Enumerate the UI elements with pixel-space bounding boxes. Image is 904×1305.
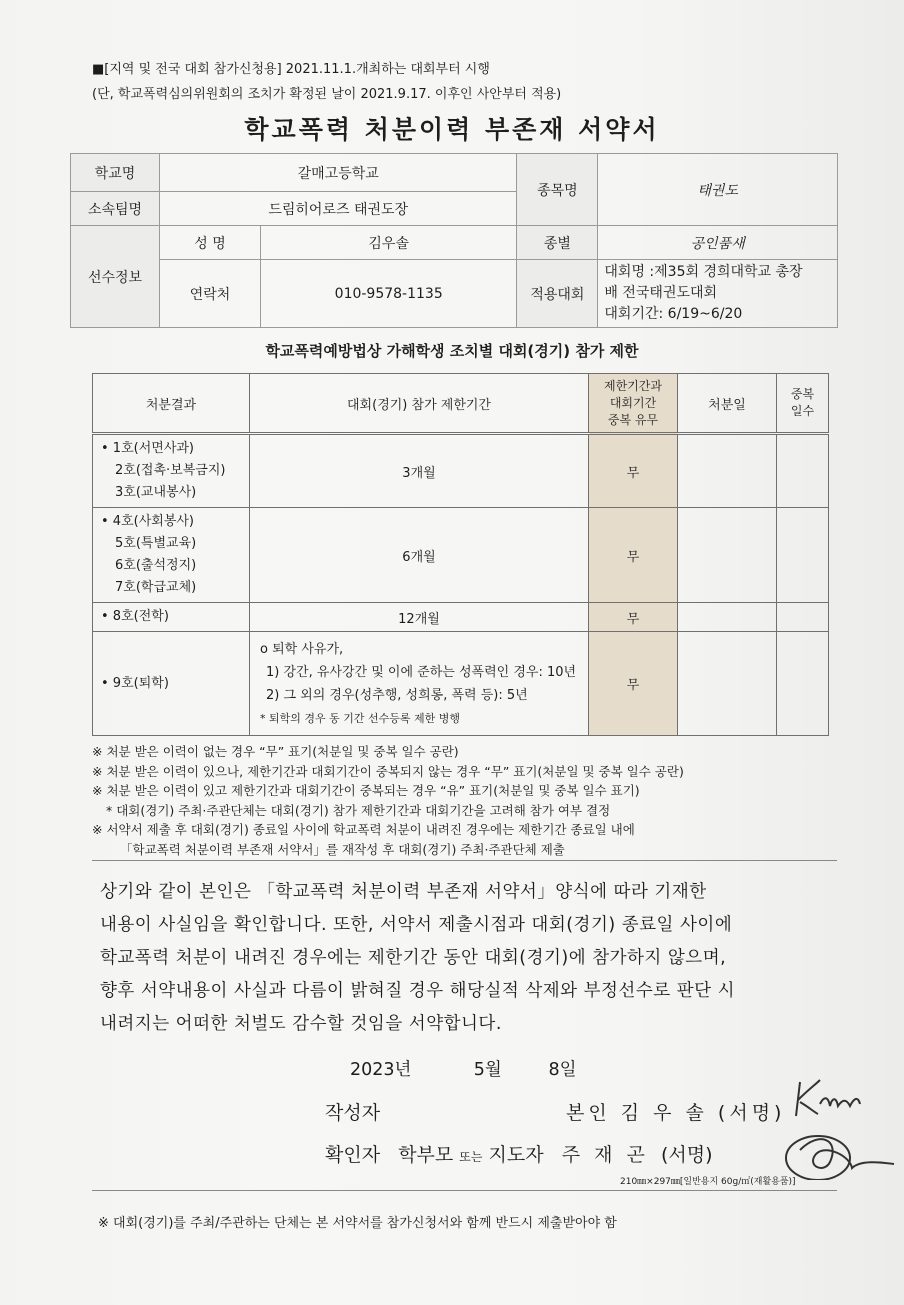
date-day: 8일 (548, 1060, 577, 1080)
reason-line3: 2) 그 외의 경우(성추행, 성희롱, 폭력 등): 5년 (266, 687, 528, 703)
confirmer-name: 주 재 곤 (561, 1144, 649, 1166)
handwritten-signature-icon (760, 1070, 900, 1180)
row1-line2: 2호(접촉·보복금지) (115, 463, 226, 478)
col-overlap-l3: 중복 유무 (607, 412, 659, 427)
confirmer-role: 지도자 (488, 1144, 544, 1166)
table-row (93, 632, 829, 736)
row3-date (678, 603, 777, 632)
row2-result (93, 508, 250, 603)
school-label: 학교명 (71, 154, 160, 192)
row2-overlap: 무 (589, 508, 678, 603)
restriction-table (92, 373, 829, 736)
note-6: 「학교폭력 처분이력 부존재 서약서」를 재작성 후 대회(경기) 주최·주관단체 제출 (120, 841, 565, 857)
table-row (93, 508, 829, 603)
author-value: 본인 김 우 솔 (서명) (566, 1102, 786, 1124)
note-4: * 대회(경기) 주최·주관단체는 대회(경기) 참가 제한기간과 대회기간을 고려해 참가 여부 결정 (106, 802, 611, 818)
confirmer-sign: (서명) (660, 1144, 713, 1166)
reason-line2: 1) 강간, 유사강간 및 이에 준하는 성폭력인 경우: 10년 (266, 664, 577, 680)
row4-result: • 9호(퇴학) (93, 632, 250, 736)
author-label: 작성자 (325, 1102, 381, 1124)
name-value: 김우솔 (261, 226, 517, 260)
row2-line1: • 4호(사회봉사) (101, 514, 195, 529)
school-value: 갈매고등학교 (160, 154, 517, 192)
col-days-l1: 중복 (790, 387, 815, 401)
notes-block (92, 742, 852, 859)
row3-result: • 8호(전학) (93, 603, 250, 632)
name-label: 성 명 (160, 226, 261, 260)
confirmer-parent: 학부모 (398, 1144, 454, 1166)
row1-date (678, 434, 777, 508)
confirmer-line (325, 1140, 713, 1167)
confirmer-or: 또는 (459, 1150, 483, 1164)
date-year: 2023년 (350, 1060, 412, 1080)
header-line-1: ■[지역 및 전국 대회 참가신청용] 2021.11.1.개최하는 대회부터 시행 (92, 62, 490, 77)
pledge-line-4: 향후 서약내용이 사실과 다름이 밝혀질 경우 해당실적 삭제와 부정선수로 판단 시 (100, 981, 735, 1001)
row3-days (777, 603, 829, 632)
date-month: 5월 (473, 1060, 502, 1080)
row2-days (777, 508, 829, 603)
col-overlap (589, 374, 678, 434)
row1-line1: • 1호(서면사과) (101, 441, 195, 456)
row1-line3: 3호(교내봉사) (115, 485, 197, 500)
col-date: 처분일 (678, 374, 777, 434)
category-value: 공인품새 (598, 226, 838, 260)
note-2: ※ 처분 받은 이력이 있으나, 제한기간과 대회기간이 중복되지 않는 경우 “무” 표기(처분일 및 중복 일수 공란) (92, 763, 684, 779)
pledge-text (100, 876, 840, 1041)
row2-date (678, 508, 777, 603)
row4-days (777, 632, 829, 736)
note-3: ※ 처분 받은 이력이 있고 제한기간과 대회기간이 중복되는 경우 “유” 표기(처분일 및 중복 일수 표기) (92, 783, 640, 798)
document-title: 학교폭력 처분이력 부존재 서약서 (244, 115, 660, 144)
venue-line-2: 배 전국태권도대회 (604, 285, 718, 301)
pledge-line-2: 내용이 사실임을 확인합니다. 또한, 서약서 제출시점과 대회(경기) 종료일 사이에 (100, 915, 733, 935)
row2-line2: 5호(특별교육) (115, 536, 197, 551)
divider (92, 860, 837, 861)
col-period: 대회(경기) 참가 제한기간 (250, 374, 589, 434)
row1-days (777, 434, 829, 508)
col-overlap-l2: 대회기간 (609, 395, 657, 410)
venue-line-3: 대회기간: 6/19~6/20 (604, 306, 743, 322)
contact-label: 연락처 (160, 260, 261, 328)
info-table (70, 153, 838, 328)
row1-overlap: 무 (589, 434, 678, 508)
row2-line4: 7호(학급교체) (115, 580, 197, 595)
col-overlap-l1: 제한기간과 (604, 378, 662, 393)
row4-period (250, 632, 589, 736)
sign-date (350, 1056, 577, 1081)
team-value: 드림히어로즈 태권도장 (160, 192, 517, 226)
row2-line3: 6호(출석정지) (115, 558, 197, 573)
row4-overlap: 무 (589, 632, 678, 736)
venue-value (598, 260, 838, 328)
category-label: 종별 (517, 226, 598, 260)
event-value: 태권도 (598, 154, 838, 226)
venue-label: 적용대회 (517, 260, 598, 328)
event-label: 종목명 (517, 154, 598, 226)
col-days-l2: 일수 (790, 404, 815, 418)
table-row (93, 603, 829, 632)
team-label: 소속팀명 (71, 192, 160, 226)
pledge-line-1: 상기와 같이 본인은 「학교폭력 처분이력 부존재 서약서」양식에 따라 기재한 (100, 882, 707, 902)
row1-period: 3개월 (250, 434, 589, 508)
reason-line1: o 퇴학 사유가, (260, 641, 344, 657)
row3-overlap: 무 (589, 603, 678, 632)
pledge-line-3: 학교폭력 처분이 내려진 경우에는 제한기간 동안 대회(경기)에 참가하지 않으며, (100, 948, 727, 968)
footer-note: ※ 대회(경기)를 주최/주관하는 단체는 본 서약서를 참가신청서와 함께 반드시 제출받아야 함 (98, 1216, 617, 1231)
row3-period: 12개월 (250, 603, 589, 632)
pledge-line-5: 내려지는 어떠한 처벌도 감수할 것임을 서약합니다. (100, 1014, 502, 1034)
row4-date (678, 632, 777, 736)
header-line-2: (단, 학교폭력심의위원회의 조치가 확정된 날이 2021.9.17. 이후인 사안부터 적용) (92, 87, 562, 102)
venue-line-1: 대회명 :제35회 경희대학교 총장 (604, 264, 803, 280)
confirmer-label: 확인자 (325, 1144, 381, 1166)
note-1: ※ 처분 받은 이력이 없는 경우 “무” 표기(처분일 및 중복 일수 공란) (92, 744, 459, 759)
note-5: ※ 서약서 제출 후 대회(경기) 종료일 사이에 학교폭력 처분이 내려진 경우에는 제한기간 종료일 내에 (92, 822, 635, 837)
paper-spec: 210㎜×297㎜[일반용지 60g/㎡(재활용품)] (620, 1177, 796, 1187)
row1-result (93, 434, 250, 508)
contact-value: 010-9578-1135 (261, 260, 517, 328)
table-row (93, 434, 829, 508)
col-days (777, 374, 829, 434)
col-result: 처분결과 (93, 374, 250, 434)
bottom-divider (92, 1190, 837, 1191)
player-label: 선수정보 (71, 226, 160, 328)
row2-period: 6개월 (250, 508, 589, 603)
table-subtitle: 학교폭력예방법상 가해학생 조치별 대회(경기) 참가 제한 (265, 342, 639, 360)
reason-line4: * 퇴학의 경우 동 기간 선수등록 제한 병행 (260, 711, 460, 725)
